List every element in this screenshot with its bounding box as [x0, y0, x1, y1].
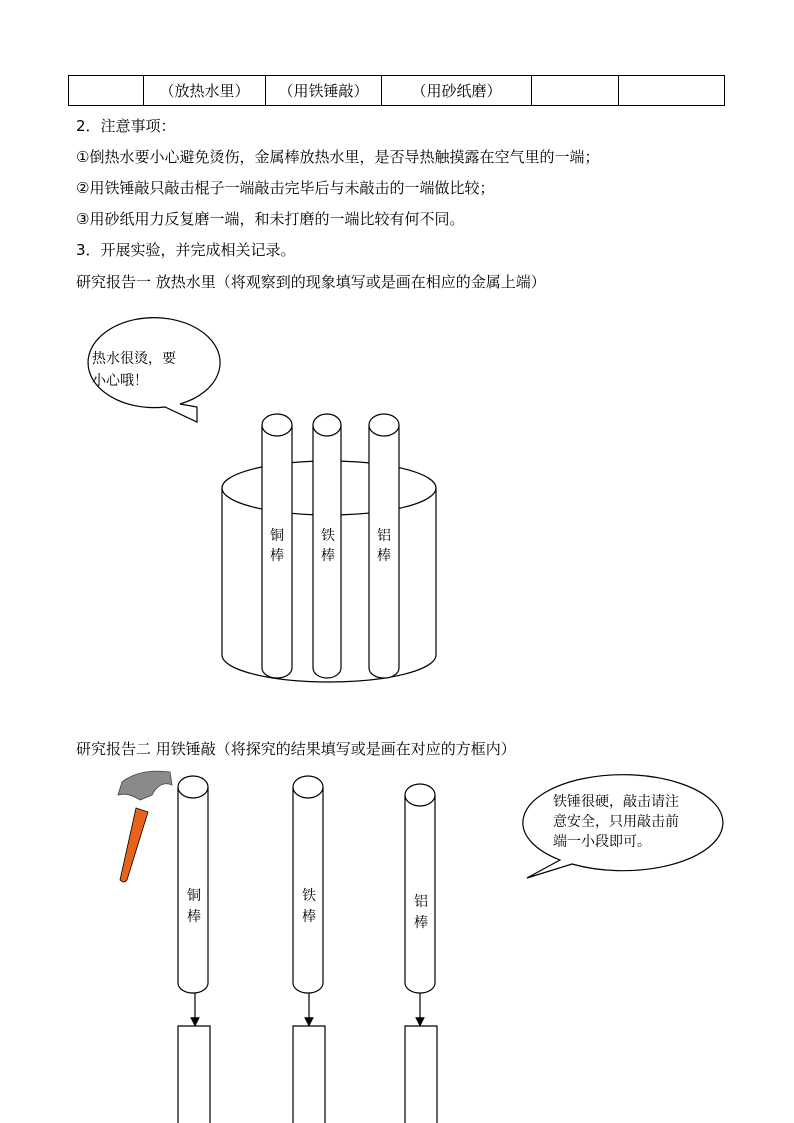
rod-label: 铝 [377, 528, 391, 544]
aluminum-rod [405, 784, 435, 993]
note-item: ①倒热水要小心避免烫伤，金属棒放热水里，是否导热触摸露在空气里的一端； [76, 148, 600, 166]
bubble2-line2: 意安全，只用敲击前 [553, 814, 679, 830]
rod-label: 铜 [270, 528, 284, 544]
table-cell: （用铁锤敲） [266, 76, 382, 106]
rod-label: 铁 [321, 528, 335, 544]
rod-label: 棒 [321, 548, 335, 564]
speech-bubble [88, 318, 220, 422]
rod-label: 铜 [187, 888, 201, 904]
answer-box [405, 1026, 437, 1123]
answer-box [293, 1026, 325, 1123]
bubble1-line1: 热水很烫，要 [92, 351, 176, 367]
note-item: ②用铁锤敲只敲击棍子一端敲击完毕后与未敲击的一端做比较； [76, 179, 495, 197]
iron-rod [293, 776, 323, 993]
bubble2-line1: 铁锤很硬，敲击请注 [553, 794, 679, 810]
table-cell: （放热水里） [144, 76, 266, 106]
rod-label: 棒 [270, 548, 284, 564]
rod-label: 铁 [302, 888, 316, 904]
rod-label: 棒 [302, 909, 316, 925]
step3-heading: 3．开展实验，并完成相关记录。 [76, 241, 296, 259]
rod-label: 铝 [414, 894, 428, 910]
report2-title: 研究报告二 用铁锤敲（将探究的结果填写或是画在对应的方框内） [76, 740, 516, 758]
hammer-icon [118, 771, 172, 882]
notes-heading: 2．注意事项： [76, 117, 176, 135]
iron-rod [313, 414, 341, 678]
rod-label: 棒 [414, 915, 428, 931]
bubble2-line3: 端一小段即可。 [553, 834, 651, 850]
rod-label: 棒 [377, 548, 391, 564]
note-item: ③用砂纸用力反复磨一端，和未打磨的一端比较有何不同。 [76, 210, 465, 228]
report1-title: 研究报告一 放热水里（将观察到的现象填写或是画在相应的金属上端） [76, 273, 546, 291]
table-cell: （用砂纸磨） [382, 76, 532, 106]
copper-rod [262, 414, 292, 678]
copper-rod [178, 776, 208, 993]
answer-box [178, 1026, 210, 1123]
bubble1-line2: 小心哦！ [92, 373, 148, 389]
rod-label: 棒 [187, 909, 201, 925]
aluminum-rod [369, 414, 399, 678]
